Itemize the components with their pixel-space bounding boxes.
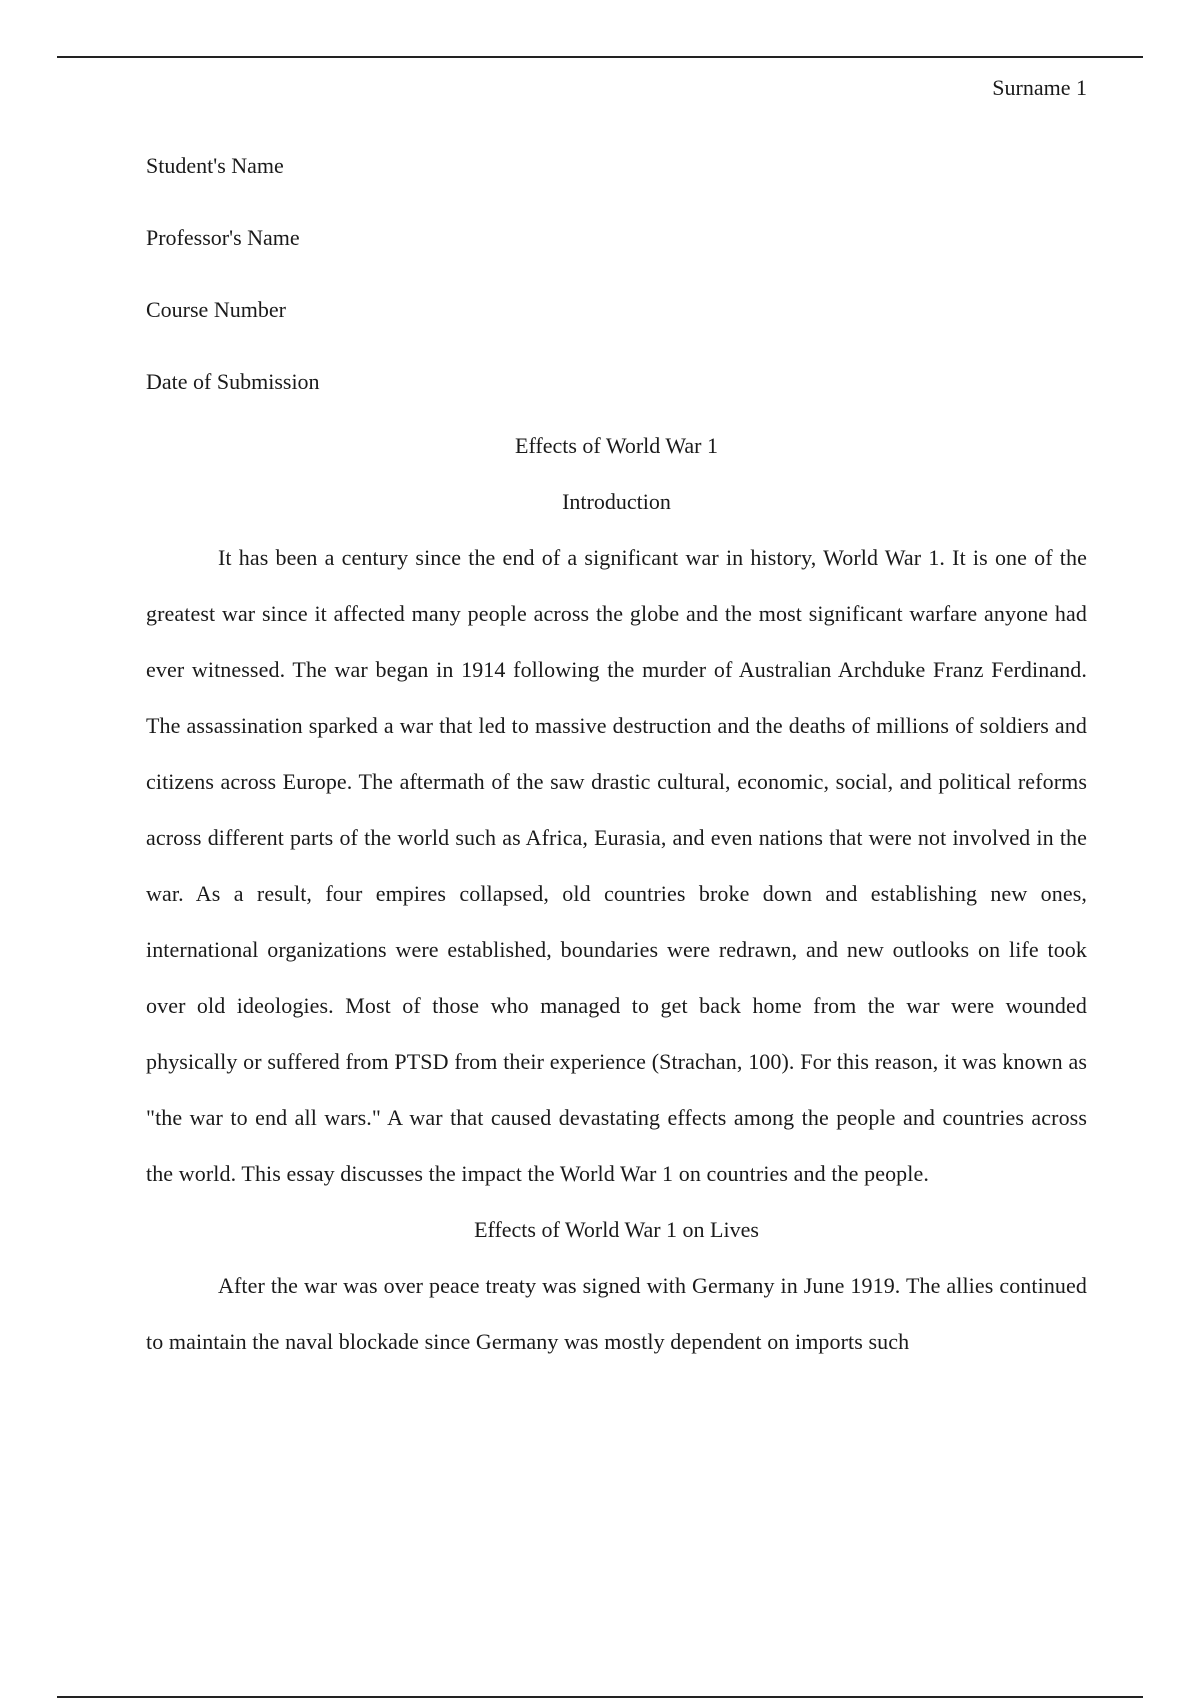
section-heading-effects-on-lives: Effects of World War 1 on Lives [474, 1217, 759, 1242]
course-number: Course Number [146, 297, 286, 322]
submission-date: Date of Submission [146, 369, 320, 394]
document-page [146, 60, 1087, 1370]
effects-on-lives-paragraph: After the war was over peace treaty was signed with Germany in June 1919. The allies continued to maintain the naval blockade since Germany was mostly dependent on imports such [146, 1273, 1087, 1354]
introduction-paragraph: It has been a century since the end of a significant war in history, World War 1. It is one of the greatest war since it affected many people across the globe and the most significant warfare anyone had ever witnessed. The war began in 1914 following the murder of Australian Archduke Franz Ferdinand. The assassination sparked a war that led to massive destruction and the deaths of millions of soldiers and citizens across Europe. The aftermath of the saw drastic cultural, economic, social, and political reforms across different parts of the world such as Africa, Eurasia, and even nations that were not involved in the war. As a result, four empires collapsed, old countries broke down and establishing new ones, international organizations were established, boundaries were redrawn, and new outlooks on life took over old ideologies. Most of those who managed to get back home from the war were wounded physically or suffered from PTSD from their experience (Strachan, 100). For this reason, it was known as "the war to end all wars." A war that caused devastating effects among the people and countries across the world. This essay discusses the impact the World War 1 on countries and the people. [146, 545, 1087, 1186]
top-rule [57, 56, 1143, 58]
essay-title: Effects of World War 1 [515, 433, 718, 458]
section-heading-introduction: Introduction [562, 489, 671, 514]
running-head: Surname 1 [992, 75, 1087, 100]
bottom-rule [57, 1696, 1143, 1698]
header-block [146, 130, 1087, 418]
professor-name: Professor's Name [146, 225, 300, 250]
student-name: Student's Name [146, 153, 284, 178]
